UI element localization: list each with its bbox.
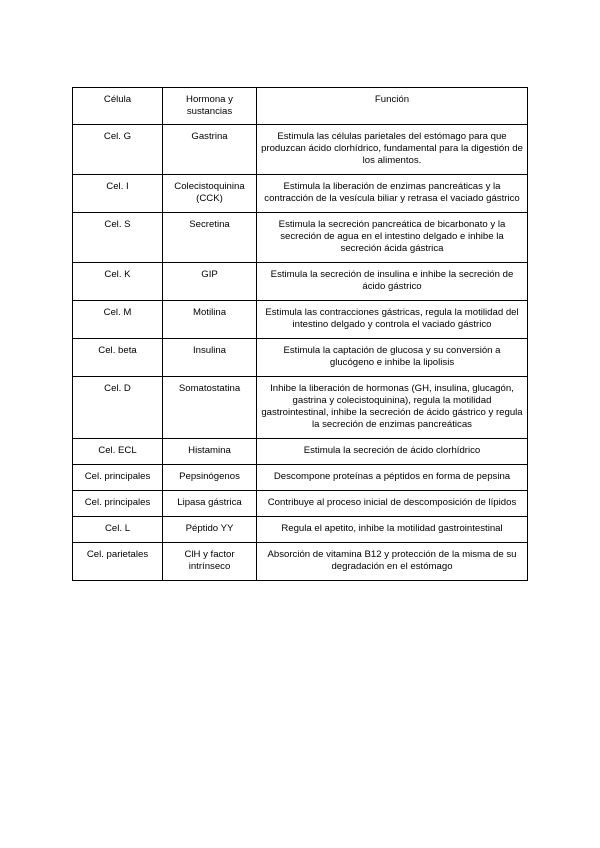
cell-celula: Cel. parietales xyxy=(73,543,163,581)
header-hormona: Hormona y sustancias xyxy=(163,88,257,125)
cell-funcion: Estimula las contracciones gástricas, regula la motilidad del intestino delgado y controla el vaciado gástrico xyxy=(257,301,528,339)
cell-celula: Cel. principales xyxy=(73,491,163,517)
table-row xyxy=(73,517,528,543)
cell-celula: Cel. G xyxy=(73,125,163,175)
cell-hormona: GIP xyxy=(163,263,257,301)
cell-hormona: Motilina xyxy=(163,301,257,339)
cell-celula: Cel. S xyxy=(73,213,163,263)
table-row xyxy=(73,301,528,339)
cell-funcion: Estimula la secreción de insulina e inhibe la secreción de ácido gástrico xyxy=(257,263,528,301)
cell-hormona: Secretina xyxy=(163,213,257,263)
hormone-function-table xyxy=(72,87,528,581)
cell-celula: Cel. M xyxy=(73,301,163,339)
cell-hormona: Gastrina xyxy=(163,125,257,175)
table-row xyxy=(73,213,528,263)
cell-celula: Cel. ECL xyxy=(73,439,163,465)
table-row xyxy=(73,125,528,175)
cell-funcion: Inhibe la liberación de hormonas (GH, insulina, glucagón, gastrina y colecistoquinina), regula la motilidad gastrointestinal, inhibe la secreción de ácido gástrico y regula la secreción de enzimas pancreáticas xyxy=(257,377,528,439)
cell-funcion: Contribuye al proceso inicial de descomposición de lípidos xyxy=(257,491,528,517)
cell-hormona: Lipasa gástrica xyxy=(163,491,257,517)
table-row xyxy=(73,439,528,465)
table-row xyxy=(73,377,528,439)
cell-hormona: Somatostatina xyxy=(163,377,257,439)
cell-funcion: Regula el apetito, inhibe la motilidad gastrointestinal xyxy=(257,517,528,543)
cell-funcion: Estimula la secreción pancreática de bicarbonato y la secreción de agua en el intestino delgado e inhibe la secreción ácida gástrica xyxy=(257,213,528,263)
header-celula: Célula xyxy=(73,88,163,125)
cell-funcion: Estimula la captación de glucosa y su conversión a glucógeno e inhibe la lipolisis xyxy=(257,339,528,377)
cell-funcion: Absorción de vitamina B12 y protección de la misma de su degradación en el estómago xyxy=(257,543,528,581)
cell-funcion: Estimula la liberación de enzimas pancreáticas y la contracción de la vesícula biliar y retrasa el vaciado gástrico xyxy=(257,175,528,213)
table-row xyxy=(73,543,528,581)
cell-celula: Cel. beta xyxy=(73,339,163,377)
cell-hormona: ClH y factor intrínseco xyxy=(163,543,257,581)
cell-hormona: Colecistoquinina (CCK) xyxy=(163,175,257,213)
header-funcion: Función xyxy=(257,88,528,125)
cell-celula: Cel. L xyxy=(73,517,163,543)
cell-funcion: Descompone proteínas a péptidos en forma de pepsina xyxy=(257,465,528,491)
cell-hormona: Péptido YY xyxy=(163,517,257,543)
cell-celula: Cel. I xyxy=(73,175,163,213)
cell-hormona: Pepsinógenos xyxy=(163,465,257,491)
cell-celula: Cel. principales xyxy=(73,465,163,491)
cell-hormona: Insulina xyxy=(163,339,257,377)
cell-funcion: Estimula las células parietales del estómago para que produzcan ácido clorhídrico, fundamental para la digestión de los alimentos. xyxy=(257,125,528,175)
table-header-row xyxy=(73,88,528,125)
cell-hormona: Histamina xyxy=(163,439,257,465)
table-row xyxy=(73,491,528,517)
table-row xyxy=(73,339,528,377)
table-row xyxy=(73,175,528,213)
cell-funcion: Estimula la secreción de ácido clorhídrico xyxy=(257,439,528,465)
cell-celula: Cel. D xyxy=(73,377,163,439)
table-row xyxy=(73,263,528,301)
cell-celula: Cel. K xyxy=(73,263,163,301)
table-row xyxy=(73,465,528,491)
